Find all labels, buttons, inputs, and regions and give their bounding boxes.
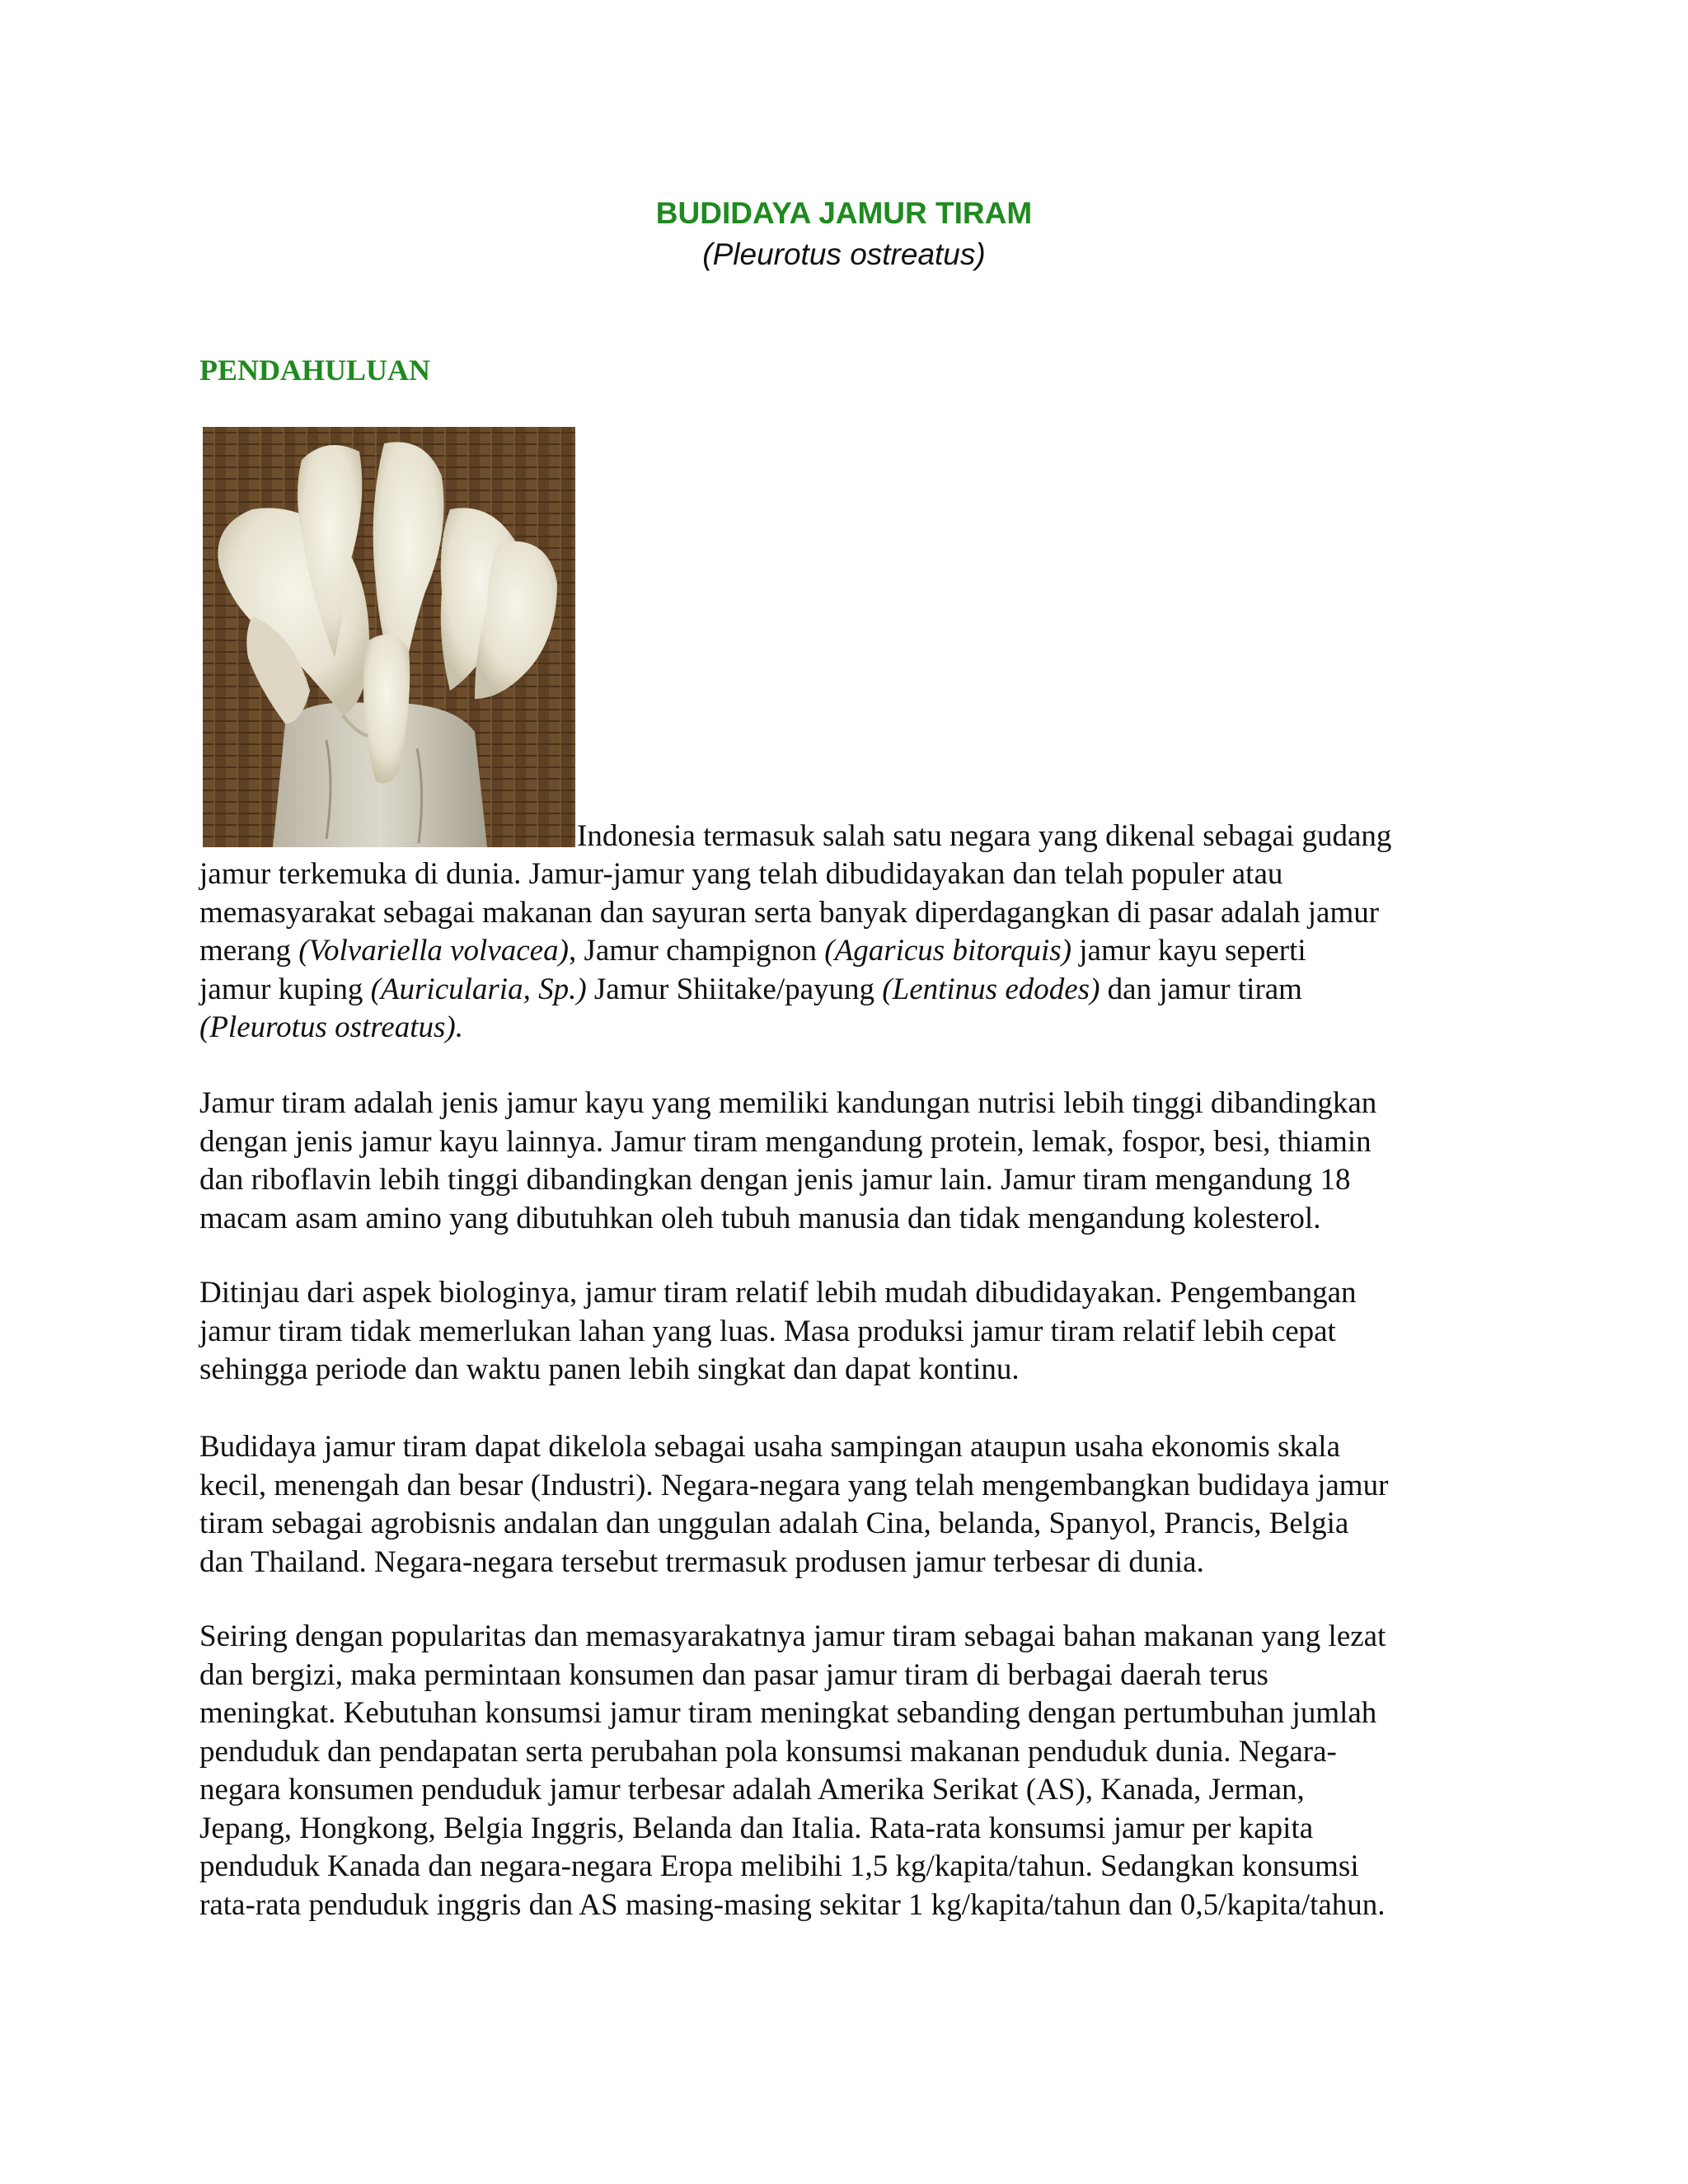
paragraph-1-line: merang (Volvariella volvacea), Jamur champignon (Agaricus bitorquis) jamur kayu seperti — [199, 934, 1306, 968]
paragraph-4 — [199, 1428, 1493, 1582]
paragraph-4-line: tiram sebagai agrobisnis andalan dan unggulan adalah Cina, belanda, Spanyol, Prancis, Belgia — [199, 1507, 1349, 1540]
paragraph-5-line: meningkat. Kebutuhan konsumsi jamur tiram meningkat sebanding dengan pertumbuhan jumlah — [199, 1696, 1377, 1730]
species-name: (Volvariella volvacea) — [298, 934, 569, 968]
paragraph-1-line — [199, 1009, 1493, 1047]
paragraph-5-line: Seiring dengan popularitas dan memasyarakatnya jamur tiram sebagai bahan makanan yang lezat — [199, 1619, 1386, 1653]
document-title: BUDIDAYA JAMUR TIRAM — [655, 196, 1033, 230]
paragraph-5-line: penduduk dan pendapatan serta perubahan pola konsumsi makanan penduduk dunia. Negara- — [199, 1734, 1337, 1769]
paragraph-4-line: kecil, menengah dan besar (Industri). Negara-negara yang telah mengembangkan budidaya jamur — [199, 1468, 1389, 1502]
species-name: (Auricularia, Sp.) — [370, 972, 587, 1006]
paragraph-2-line: Jamur tiram adalah jenis jamur kayu yang memiliki kandungan nutrisi lebih tinggi dibandingkan — [199, 1086, 1377, 1120]
paragraph-5 — [199, 1618, 1493, 1924]
paragraph-2-line: dengan jenis jamur kayu lainnya. Jamur tiram mengandung protein, lemak, fospor, besi, thiamin — [199, 1124, 1372, 1159]
paragraph-3-line: jamur tiram tidak memerlukan lahan yang luas. Masa produksi jamur tiram relatif lebih cepat — [199, 1314, 1336, 1348]
section-heading-pendahuluan: PENDAHULUAN — [199, 354, 431, 387]
paragraph-1-line: jamur terkemuka di dunia. Jamur-jamur yang telah dibudidayakan dan telah populer atau — [199, 857, 1283, 891]
paragraph-3-line: Ditinjau dari aspek biologinya, jamur tiram relatif lebih mudah dibudidayakan. Pengembangan — [199, 1276, 1357, 1310]
species-name: (Pleurotus ostreatus). — [199, 1010, 463, 1044]
paragraph-3 — [199, 1274, 1493, 1390]
paragraph-5-line: negara konsumen penduduk jamur terbesar adalah Amerika Serikat (AS), Kanada, Jerman, — [199, 1773, 1305, 1807]
paragraph-2-line: dan riboflavin lebih tinggi dibandingkan dengan jenis jamur lain. Jamur tiram mengandung 18 — [199, 1163, 1351, 1197]
paragraph-4-line: Budidaya jamur tiram dapat dikelola sebagai usaha sampingan ataupun usaha ekonomis skala — [199, 1430, 1341, 1464]
paragraph-2 — [199, 1085, 1493, 1238]
document-subtitle: (Pleurotus ostreatus) — [702, 237, 986, 271]
paragraph-3-line: sehingga periode dan waktu panen lebih singkat dan dapat kontinu. — [199, 1352, 1020, 1386]
paragraph-1-line: jamur kuping (Auricularia, Sp.) Jamur Shiitake/payung (Lentinus edodes) dan jamur tiram — [199, 972, 1302, 1006]
paragraph-4-line: dan Thailand. Negara-negara tersebut trermasuk produsen jamur terbesar di dunia. — [199, 1544, 1204, 1579]
paragraph-5-line: dan bergizi, maka permintaan konsumen dan pasar jamur tiram di berbagai daerah terus — [199, 1657, 1268, 1692]
paragraph-1-first-line: Indonesia termasuk salah satu negara yang dikenal sebagai gudang — [577, 819, 1392, 853]
paragraph-5-line: Jepang, Hongkong, Belgia Inggris, Belanda dan Italia. Rata-rata konsumsi jamur per kapita — [199, 1811, 1314, 1845]
paragraph-1-line: memasyarakat sebagai makanan dan sayuran serta banyak diperdagangkan di pasar adalah jamur — [199, 895, 1380, 930]
paragraph-2-line: macam asam amino yang dibutuhkan oleh tubuh manusia dan tidak mengandung kolesterol. — [199, 1201, 1321, 1235]
paragraph-5-line: penduduk Kanada dan negara-negara Eropa melibihi 1,5 kg/kapita/tahun. Sedangkan konsumsi — [199, 1849, 1359, 1883]
paragraph-1 — [199, 855, 1493, 1047]
species-name: (Lentinus edodes) — [882, 972, 1100, 1006]
oyster-mushroom-photo — [203, 427, 575, 847]
species-name: (Agaricus bitorquis) — [824, 934, 1072, 968]
paragraph-5-line: rata-rata penduduk inggris dan AS masing-masing sekitar 1 kg/kapita/tahun dan 0,5/kapita/tahun. — [199, 1887, 1386, 1922]
